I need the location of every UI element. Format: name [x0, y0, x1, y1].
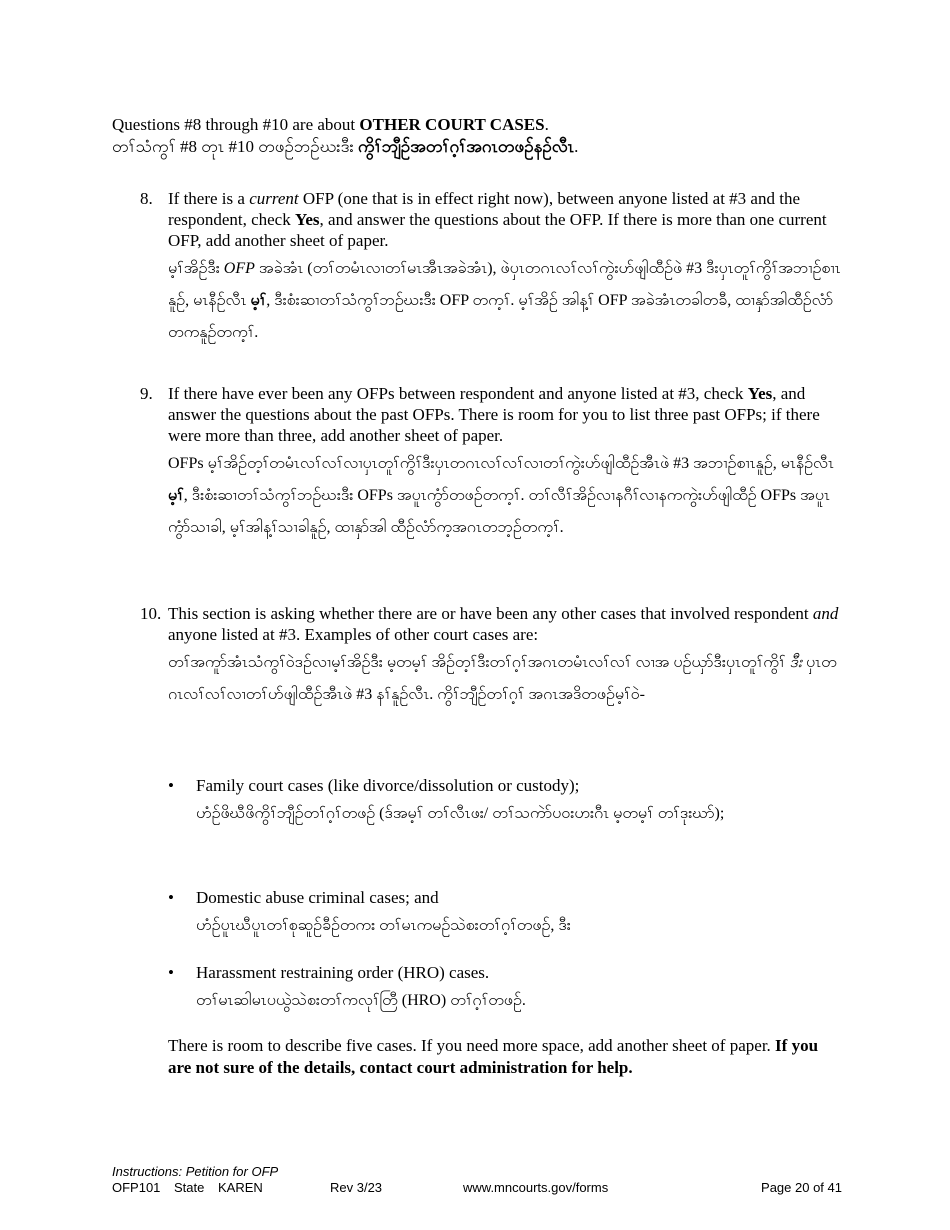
footer-state: State: [174, 1180, 205, 1195]
footer-language: KAREN: [218, 1180, 263, 1195]
q10-en-1: This section is asking whether there are or have been any other cases that involved respondent: [168, 604, 813, 623]
q8-kr-2: အခဲအံၤ (တၢ်တမံၤလၢတၢ်မၤအီၤအခဲအံၤ), ဖဲပှၤတဂၤလၢ်လၢ်ကွဲးဟ်ဖျါထီဉ်ဖဲ #3 ဒီးပှၤတူၢ်ကွိၢ်အဘၢဉ်စၢၤနူဉ်, မၤနီဉ်လီၤ: [168, 260, 841, 309]
q10-kr-1: တၢ်အကူာ်အံၤသံကွၢ်ဝဲဒဉ်လၢမ့ၢ်အိဉ်ဒီး မ့တမ့ၢ် အိဉ်တ့ၢ်ဒီးတၢ်ဂ့ၢ်အဂၤတမံၤလၢ်လၢ် လၢအ ပဉ်ယှာ်ဒီးပှၤတူၢ်ကွိၢ်: [168, 654, 790, 671]
question-8-number: 8.: [140, 189, 153, 208]
q8-kr-1: မ့ၢ်အိဉ်ဒီး: [168, 260, 224, 277]
intro-en-prefix: Questions #8 through #10 are about: [112, 115, 360, 134]
question-8-karen: [168, 253, 845, 349]
q8-en-italic: current: [249, 189, 299, 208]
question-8: [140, 188, 845, 349]
q9-kr-bold: မ့ၢ်: [168, 487, 184, 504]
bullet-domestic-abuse: [168, 887, 838, 942]
q10-en-italic: and: [812, 604, 839, 623]
q8-en-2: OFP (one that is in effect right now), between anyone listed at #3 and the respondent, check: [168, 189, 800, 229]
bullet-harassment: [168, 962, 838, 1017]
q10-kr-italic: ဒီး: [789, 654, 802, 671]
question-10-english: [168, 603, 845, 645]
closing-note: [168, 1035, 840, 1079]
section-intro: [112, 114, 852, 158]
bullet-english: Harassment restraining order (HRO) cases.: [196, 963, 490, 982]
q9-kr-2: , ဒီးစံးဆၢတၢ်သံကွၢ်ဘဉ်ဃးဒီး OFPs အပူၤကွံာ်တဖဉ်တက့ၢ်. တၢ်လီၢ်အိဉ်လၢနဂီၢ်လၢနကကွဲးဟ်ဖျါထီဉ် OFPs အပူၤကွံာ်သၢခါ, မ့ၢ်အါန့ၢ်သၢခါနူဉ်, ထၢနှာ်အါ ထီဉ်လံာ်က့အဂၤတဘ့ဉ်တက့ၢ်.: [168, 487, 830, 536]
intro-kr-prefix: တၢ်သံကွၢ် #8 တုၤ #10 တဖဉ်ဘဉ်ဃးဒီး: [112, 137, 359, 156]
question-9-number: 9.: [140, 384, 153, 403]
footer-page-number: Page 20 of 41: [761, 1180, 842, 1195]
intro-english: [112, 114, 852, 136]
footer-url[interactable]: www.mncourts.gov/forms: [463, 1180, 609, 1195]
bullet-english: Family court cases (like divorce/dissolution or custody);: [196, 776, 580, 795]
q9-en-1: If there have ever been any OFPs between respondent and anyone listed at #3, check: [168, 384, 748, 403]
bullet-family-court: [168, 775, 838, 830]
bullet-english: Domestic abuse criminal cases; and: [196, 888, 439, 907]
closing-text: There is room to describe five cases. If you need more space, add another sheet of paper.: [168, 1036, 776, 1055]
question-10: [140, 603, 845, 711]
q10-kr-2: ပှၤတဂၤလၢ်လၢ်လၢတၢ်ဟ်ဖျါထီဉ်အီၤဖဲ #3 နၢ်နူဉ်လီၤ. ကွိၢ်ဘျီဉ်တၢ်ဂ့ၢ် အဂၤအဒိတဖဉ်မ့ၢ်ဝဲ-: [168, 654, 837, 703]
footer-title: Instructions: Petition for OFP: [112, 1164, 279, 1179]
question-9: [140, 383, 845, 544]
page-footer: [112, 1164, 842, 1196]
bullet-karen: ဟံဉ်ဖိဃီဖိကွိၢ်ဘျီဉ်တၢ်ဂ့ၢ်တဖဉ် (ဒ်အမ့ၢ် တၢ်လီၤဖး/ တၢ်သကဲာ်ပဝးဟးဂီၤ မ့တမ့ၢ် တၢ်ဒုးဃာ်);: [196, 805, 725, 822]
closing-bold: If you are not sure of the details, contact court administration for help.: [168, 1036, 819, 1077]
question-10-karen: [168, 647, 845, 711]
intro-en-suffix: .: [544, 115, 549, 134]
q8-kr-bold: မ့ၢ်: [250, 292, 267, 309]
question-8-english: [168, 188, 845, 251]
q8-kr-italic: OFP: [223, 260, 255, 277]
intro-karen: [112, 136, 852, 158]
q9-en-2: , and answer the questions about the past OFPs. There is room for you to list three past OFPs; if there were more than three, add another sheet of paper.: [168, 384, 820, 445]
q8-en-bold: Yes: [294, 210, 320, 229]
footer-revision: Rev 3/23: [330, 1180, 383, 1195]
intro-kr-suffix: .: [574, 137, 579, 156]
intro-kr-bold: ကွိၢ်ဘျီဉ်အတၢ်ဂ့ၢ်အဂၤတဖဉ်နဉ်လီၤ: [358, 137, 575, 156]
bullet-icon: •: [168, 776, 174, 795]
q10-en-2: anyone listed at #3. Examples of other court cases are:: [168, 625, 539, 644]
q8-en-1: If there is a: [168, 189, 250, 208]
footer-form-id: OFP101: [112, 1180, 161, 1195]
question-9-karen: [168, 448, 845, 544]
intro-en-bold: OTHER COURT CASES: [359, 115, 545, 134]
q8-kr-3: , ဒီးစံးဆၢတၢ်သံကွၢ်ဘဉ်ဃးဒီး OFP တက့ၢ်. မ့ၢ်အိဉ် အါန့ၢ် OFP အခဲအံၤတခါတခီ, ထၢနှာ်အါထီဉ်လံာ်တကနူဉ်တက့ၢ်.: [168, 292, 834, 341]
question-9-english: [168, 383, 845, 446]
q9-kr-1: OFPs မ့ၢ်အိဉ်တ့ၢ်တမံၤလၢ်လၢ်လၢပှၤတူၢ်ကွိၢ်ဒီးပှၤတဂၤလၢ်လၢ်လၢတၢ်ကွဲးဟ်ဖျါထီဉ်အီၤဖဲ #3 အဘၢဉ်စၢၤနူဉ်, မၤနီဉ်လီၤ: [168, 455, 834, 472]
bullet-icon: •: [168, 963, 174, 982]
bullet-karen: တၢ်မၤဆါမၤပယွဲသဲစးတၢ်ကလုၢ်တြီ (HRO) တၢ်ဂ့ၢ်တဖဉ်.: [196, 992, 526, 1009]
bullet-karen: ဟံဉ်ပူၤဃီပူၤတၢ်စုဆူဉ်ခီဉ်တကး တၢ်မၤကမဉ်သဲစးတၢ်ဂ့ၢ်တဖဉ်, ဒီး: [196, 917, 571, 934]
q9-en-bold: Yes: [747, 384, 773, 403]
question-10-number: 10.: [140, 604, 162, 623]
q8-en-3: , and answer the questions about the OFP. If there is more than one current OFP, add another sheet of paper.: [168, 210, 827, 250]
bullet-icon: •: [168, 888, 174, 907]
